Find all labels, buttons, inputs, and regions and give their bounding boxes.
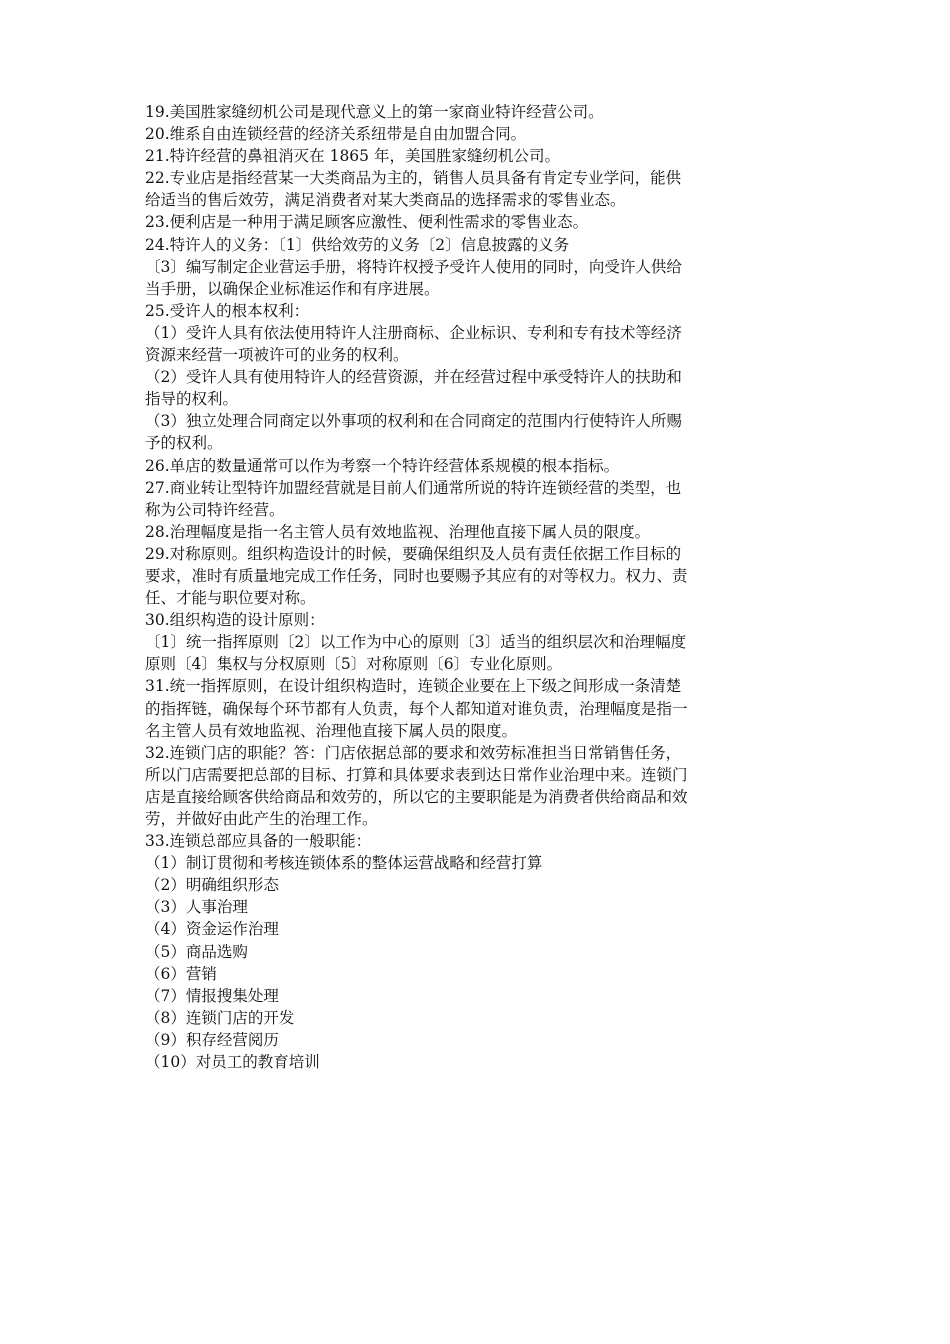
text-line: 当手册，以确保企业标准运作和有序进展。 <box>145 279 440 298</box>
text-line: 19.美国胜家缝纫机公司是现代意义上的第一家商业特许经营公司。 <box>145 103 604 121</box>
text-line: 予的权利。 <box>145 434 223 453</box>
text-line: 32.连锁门店的职能？答：门店依据总部的要求和效劳标准担当日常销售任务， <box>145 743 682 762</box>
text-line: 〔1〕统一指挥原则〔2〕以工作为中心的原则〔3〕适当的组织层次和治理幅度 <box>145 633 687 652</box>
text-line: 〔3〕编写制定企业营运手册，将特许权授予受许人使用的同时，向受许人供给 <box>145 257 682 276</box>
text-line: 26.单店的数量通常可以作为考察一个特许经营体系规模的根本指标。 <box>145 456 620 475</box>
text-line: 27.商业转让型特许加盟经营就是目前人们通常所说的特许连锁经营的类型，也 <box>145 478 682 497</box>
text-line: （1）制订贯彻和考核连锁体系的整体运营战略和经营打算 <box>145 854 543 873</box>
text-line: （7）情报搜集处理 <box>145 986 279 1005</box>
text-line: （3）人事治理 <box>145 898 248 917</box>
text-line: 24.特许人的义务：〔1〕供给效劳的义务〔2〕信息披露的义务 <box>145 235 570 254</box>
text-line: 的指挥链，确保每个环节都有人负责，每个人都知道对谁负责，治理幅度是指一 <box>145 699 688 718</box>
text-line: （4）资金运作治理 <box>145 920 279 939</box>
text-line: 所以门店需要把总部的目标、打算和具体要求表到达日常作业治理中来。连锁门 <box>145 765 688 784</box>
text-line: 名主管人员有效地监视、治理他直接下属人员的限度。 <box>145 721 518 740</box>
text-line: 任、才能与职位要对称。 <box>145 589 316 608</box>
text-line: 给适当的售后效劳，满足消费者对某大类商品的选择需求的零售业态。 <box>145 191 626 210</box>
text-line: （1）受许人具有依法使用特许人注册商标、企业标识、专利和专有技术等经济 <box>145 323 682 342</box>
text-line: 30.组织构造的设计原则： <box>145 611 325 630</box>
text-line: 25.受许人的根本权利： <box>145 301 310 320</box>
document-body <box>145 101 810 1073</box>
text-line: （3）独立处理合同商定以外事项的权利和在合同商定的范围内行使特许人所赐 <box>145 412 682 431</box>
text-line: 指导的权利。 <box>145 390 239 409</box>
text-line: 31.统一指挥原则，在设计组织构造时，连锁企业要在上下级之间形成一条清楚 <box>145 677 682 696</box>
text-line: （9）积存经营阅历 <box>145 1030 279 1049</box>
text-line: （2）明确组织形态 <box>145 876 279 895</box>
text-line: 29.对称原则。组织构造设计的时候，要确保组织及人员有责任依据工作目标的 <box>145 544 682 563</box>
text-line: （2）受许人具有使用特许人的经营资源，并在经营过程中承受特许人的扶助和 <box>145 368 682 387</box>
text-line: 22.专业店是指经营某一大类商品为主的，销售人员具备有肯定专业学问，能供 <box>145 169 682 188</box>
text-line: 原则〔4〕集权与分权原则〔5〕对称原则〔6〕专业化原则。 <box>145 655 563 674</box>
text-line: （8）连锁门店的开发 <box>145 1008 295 1027</box>
text-line: 店是直接给顾客供给商品和效劳的，所以它的主要职能是为消费者供给商品和效 <box>145 787 688 806</box>
text-line: 23.便利店是一种用于满足顾客应激性、便利性需求的零售业态。 <box>145 213 589 232</box>
text-line: 28.治理幅度是指一名主管人员有效地监视、治理他直接下属人员的限度。 <box>145 522 651 541</box>
text-line: 称为公司特许经营。 <box>145 500 285 519</box>
text-line: 要求，准时有质量地完成工作任务，同时也要赐予其应有的对等权力。权力、责 <box>145 566 688 585</box>
text-line: 资源来经营一项被许可的业务的权利。 <box>145 346 409 365</box>
text-line: 20.维系自由连锁经营的经济关系纽带是自由加盟合同。 <box>145 125 527 144</box>
text-line: （5）商品选购 <box>145 942 248 961</box>
text-line: （6）营销 <box>145 964 217 983</box>
text-line: （10）对员工的教育培训 <box>145 1053 320 1072</box>
text-line: 劳，并做好由此产生的治理工作。 <box>145 810 378 828</box>
text-line: 21.特许经营的鼻祖消灭在 1865 年，美国胜家缝纫机公司。 <box>145 147 560 166</box>
text-line: 33.连锁总部应具备的一般职能： <box>145 832 372 851</box>
